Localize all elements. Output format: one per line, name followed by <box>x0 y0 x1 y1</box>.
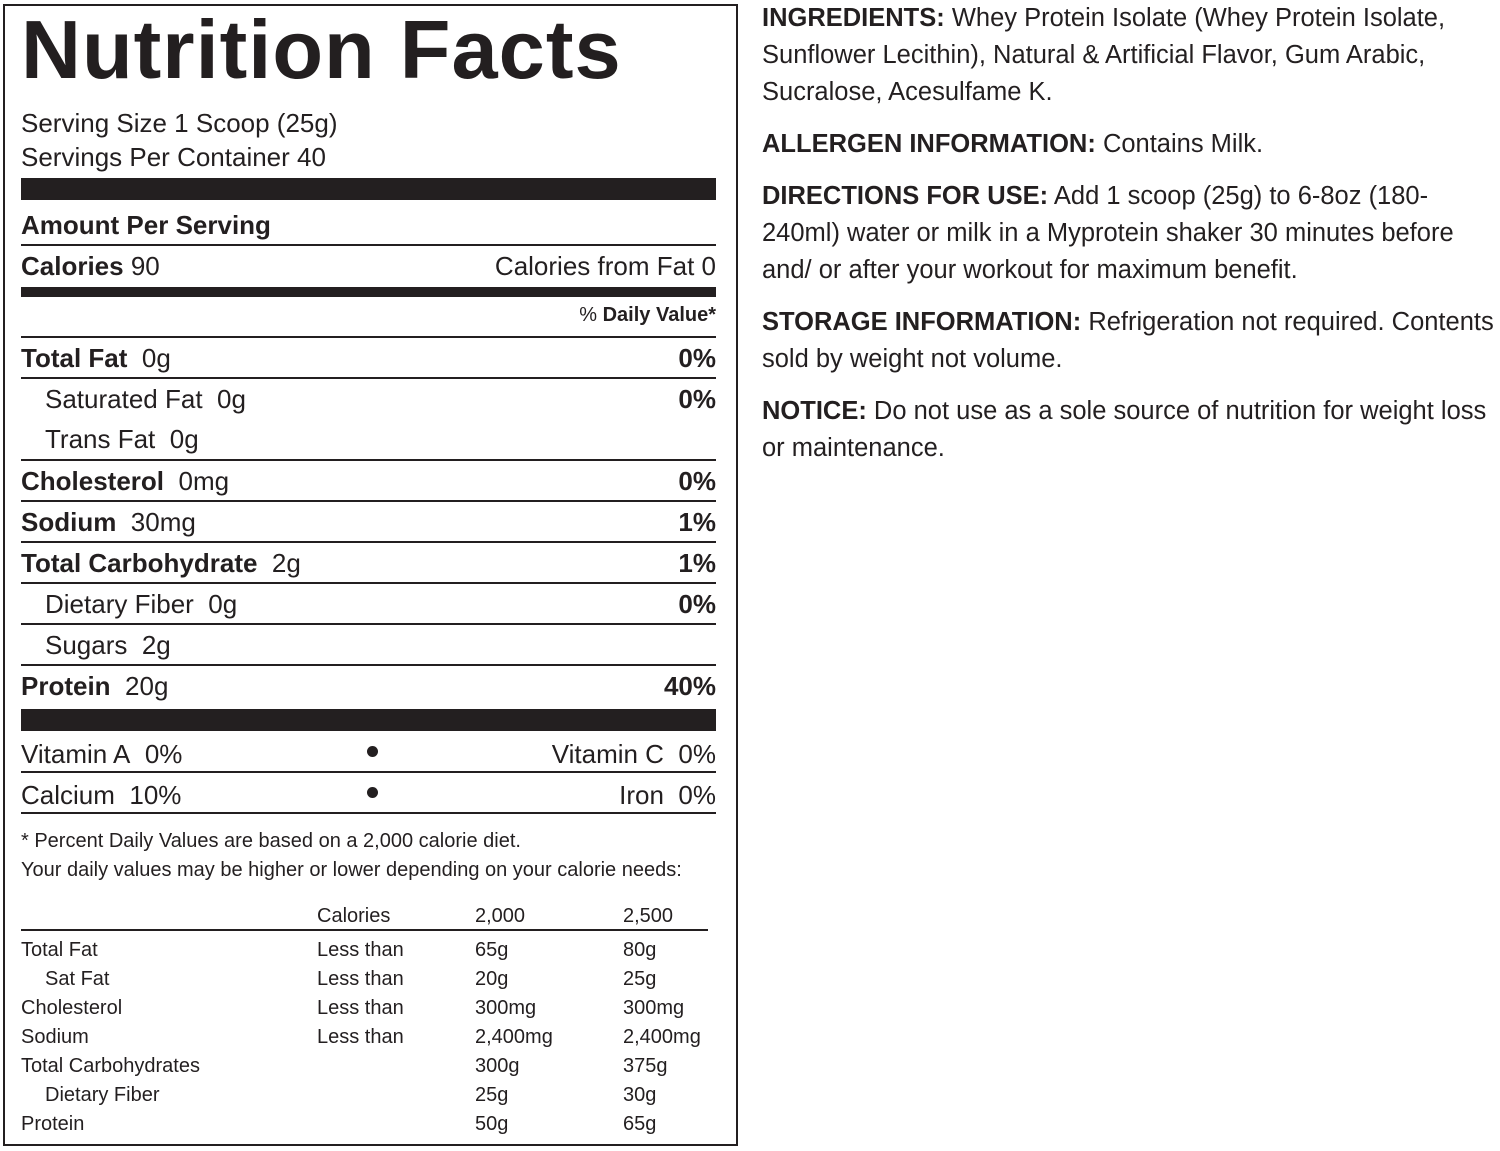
nutrient <box>21 466 229 497</box>
dv-table-row <box>21 1113 711 1137</box>
nutrient-row-cholesterol <box>21 462 716 500</box>
nutrient-row-saturated-fat <box>21 380 716 418</box>
thick-divider <box>21 709 716 731</box>
nutrient-name: Total Fat <box>21 342 128 373</box>
dv-table-row <box>21 968 711 992</box>
daily-value-header <box>579 304 716 327</box>
dv-table-nutrient: Total Carbohydrates <box>21 1055 200 1077</box>
nutrition-facts-title: Nutrition Facts <box>21 3 622 96</box>
vitamin-name: Vitamin A <box>21 739 131 769</box>
dv-table-value-2000: 65g <box>475 939 509 961</box>
nutrient-amount: 2g <box>271 547 301 578</box>
nutrient <box>21 424 199 455</box>
vitamin-name: Calcium <box>21 780 115 810</box>
daily-value-percent-sign: % <box>579 304 598 326</box>
medium-divider <box>21 287 716 297</box>
dv-table-value-2500: 300mg <box>623 997 685 1019</box>
nutrient-row-sodium <box>21 503 716 541</box>
divider <box>21 582 716 584</box>
allergen-text: Contains Milk. <box>1102 130 1264 158</box>
dv-table-value-2000: 2,400mg <box>475 1026 553 1048</box>
nutrient-row-trans-fat <box>21 420 716 458</box>
dv-table-value-2500: 65g <box>623 1113 657 1135</box>
nutrient-daily-value: 0% <box>678 342 716 373</box>
nutrient-amount: 0mg <box>178 465 230 496</box>
dv-table-value-2000: 25g <box>475 1084 509 1106</box>
notice-label: NOTICE: <box>762 397 867 425</box>
storage-paragraph <box>762 304 1500 378</box>
calories-from-fat: Calories from Fat 0 <box>494 250 716 281</box>
nutrient-amount: 2g <box>141 629 171 660</box>
ingredients-paragraph <box>762 0 1500 111</box>
dv-table-nutrient: Sat Fat <box>45 968 110 990</box>
nutrient <box>21 507 196 538</box>
nutrient-daily-value: 0% <box>678 588 716 619</box>
allergen-paragraph <box>762 126 1500 163</box>
divider <box>21 459 716 461</box>
footnote-calorie-needs: Your daily values may be higher or lower depending on your calorie needs: <box>21 859 682 881</box>
nutrient-amount: 20g <box>125 670 169 701</box>
dv-table-row <box>21 1055 711 1079</box>
bullet-dot <box>367 746 378 757</box>
vitamin-right <box>619 780 716 811</box>
vitamin-row <box>21 733 716 771</box>
divider <box>21 623 716 625</box>
nutrient-name: Total Carbohydrate <box>21 547 258 578</box>
dv-table-nutrient: Dietary Fiber <box>45 1084 160 1106</box>
nutrient <box>21 384 246 415</box>
bullet-dot <box>367 787 378 798</box>
nutrient-row-sugars <box>21 626 716 664</box>
dv-table-header-2000: 2,000 <box>475 905 526 927</box>
dv-table-row <box>21 997 711 1021</box>
amount-per-serving <box>21 206 716 244</box>
divider <box>21 244 716 246</box>
nutrient-daily-value: 0% <box>678 383 716 414</box>
nutrient-amount: 0g <box>208 588 238 619</box>
vitamin-name: Vitamin C <box>551 739 664 769</box>
directions-label: DIRECTIONS FOR USE: <box>762 182 1049 210</box>
thick-divider <box>21 178 716 200</box>
nutrient-row-dietary-fiber <box>21 585 716 623</box>
dv-table-row <box>21 1084 711 1108</box>
daily-value-label: Daily Value* <box>602 304 716 326</box>
nutrient-row-total-fat <box>21 339 716 377</box>
dv-table-value-2000: 50g <box>475 1113 509 1135</box>
calories-label: Calories <box>21 250 124 281</box>
dv-table-qualifier: Less than <box>317 968 404 990</box>
nutrient <box>21 548 301 579</box>
dv-table-qualifier: Less than <box>317 1026 404 1048</box>
dv-table-header-2500: 2,500 <box>623 905 674 927</box>
dv-table-value-2000: 300g <box>475 1055 520 1077</box>
servings-per-container: Servings Per Container 40 <box>21 142 326 172</box>
divider <box>21 771 716 773</box>
dv-table-value-2500: 2,400mg <box>623 1026 701 1048</box>
amount-per-serving-label: Amount Per Serving <box>21 209 271 240</box>
calories-row <box>21 247 716 285</box>
nutrient-name: Sodium <box>21 506 117 537</box>
divider <box>21 664 716 666</box>
nutrient-amount: 30mg <box>130 506 196 537</box>
nutrient-daily-value: 1% <box>678 547 716 578</box>
nutrient-row-total-carbohydrate <box>21 544 716 582</box>
calories-value: 90 <box>130 250 160 281</box>
nutrient-daily-value: 40% <box>663 670 716 701</box>
calories <box>21 251 160 282</box>
nutrient <box>21 630 171 661</box>
divider <box>21 377 716 379</box>
nutrition-facts-label <box>3 4 738 1146</box>
directions-paragraph <box>762 178 1500 289</box>
dv-table-nutrient: Sodium <box>21 1026 89 1048</box>
dv-table-value-2000: 20g <box>475 968 509 990</box>
footnote-daily-values: * Percent Daily Values are based on a 2,000 calorie diet. <box>21 830 521 852</box>
nutrient-amount: 0g <box>217 383 246 414</box>
dv-table-value-2500: 80g <box>623 939 657 961</box>
storage-text: Refrigeration not required. Contents sold by weight not volume. <box>762 308 1494 373</box>
nutrient <box>21 343 171 374</box>
dv-table-nutrient: Cholesterol <box>21 997 123 1019</box>
ingredients-label: INGREDIENTS: <box>762 4 945 32</box>
notice-paragraph <box>762 393 1500 467</box>
ingredients-text: Whey Protein Isolate (Whey Protein Isolate, Sunflower Lecithin), Natural & Artificial Flavor, Gum Arabic, Sucralose, Acesulfame K. <box>762 4 1446 106</box>
divider <box>21 812 716 814</box>
dv-table-header-calories: Calories <box>317 905 391 927</box>
nutrient-amount: 0g <box>169 423 199 454</box>
divider <box>21 929 708 931</box>
nutrient-name: Saturated Fat <box>45 383 203 414</box>
vitamin-name: Iron <box>619 780 664 810</box>
divider <box>21 336 716 338</box>
dv-table-value-2500: 375g <box>623 1055 668 1077</box>
dv-table-nutrient: Total Fat <box>21 939 98 961</box>
nutrient <box>21 589 237 620</box>
nutrient-daily-value: 0% <box>678 465 716 496</box>
dv-table-header <box>21 905 711 929</box>
notice-text: Do not use as a sole source of nutrition for weight loss or maintenance. <box>762 397 1487 462</box>
dv-table-row <box>21 939 711 963</box>
vitamin-value: 0% <box>678 739 716 769</box>
dv-table-value-2000: 300mg <box>475 997 537 1019</box>
nutrient-name: Cholesterol <box>21 465 165 496</box>
directions-text: Add 1 scoop (25g) to 6-8oz (180-240ml) water or milk in a Myprotein shaker 30 minutes before and/ or after your workout for maximum benefit. <box>762 182 1454 284</box>
product-info-panel <box>762 0 1500 482</box>
nutrient-name: Protein <box>21 670 111 701</box>
divider <box>21 500 716 502</box>
dv-table-value-2500: 25g <box>623 968 657 990</box>
dv-table-qualifier: Less than <box>317 997 404 1019</box>
dv-table-qualifier: Less than <box>317 939 404 961</box>
vitamin-value: 10% <box>129 780 182 810</box>
allergen-label: ALLERGEN INFORMATION: <box>762 130 1096 158</box>
nutrient-row-protein <box>21 667 716 705</box>
storage-label: STORAGE INFORMATION: <box>762 308 1082 336</box>
nutrient <box>21 671 168 702</box>
serving-size: Serving Size 1 Scoop (25g) <box>21 108 338 138</box>
nutrient-daily-value: 1% <box>678 506 716 537</box>
vitamin-right <box>552 739 716 770</box>
vitamin-value: 0% <box>678 780 716 810</box>
vitamin-row <box>21 774 716 812</box>
dv-table-row <box>21 1026 711 1050</box>
vitamin-left <box>21 780 181 811</box>
divider <box>21 541 716 543</box>
dv-table-value-2500: 30g <box>623 1084 657 1106</box>
vitamin-value: 0% <box>144 739 183 769</box>
nutrient-name: Sugars <box>45 629 128 660</box>
vitamin-left <box>21 739 182 770</box>
nutrient-name: Dietary Fiber <box>45 588 194 619</box>
nutrient-name: Trans Fat <box>45 423 156 454</box>
dv-table-nutrient: Protein <box>21 1113 85 1135</box>
nutrient-amount: 0g <box>141 342 171 373</box>
